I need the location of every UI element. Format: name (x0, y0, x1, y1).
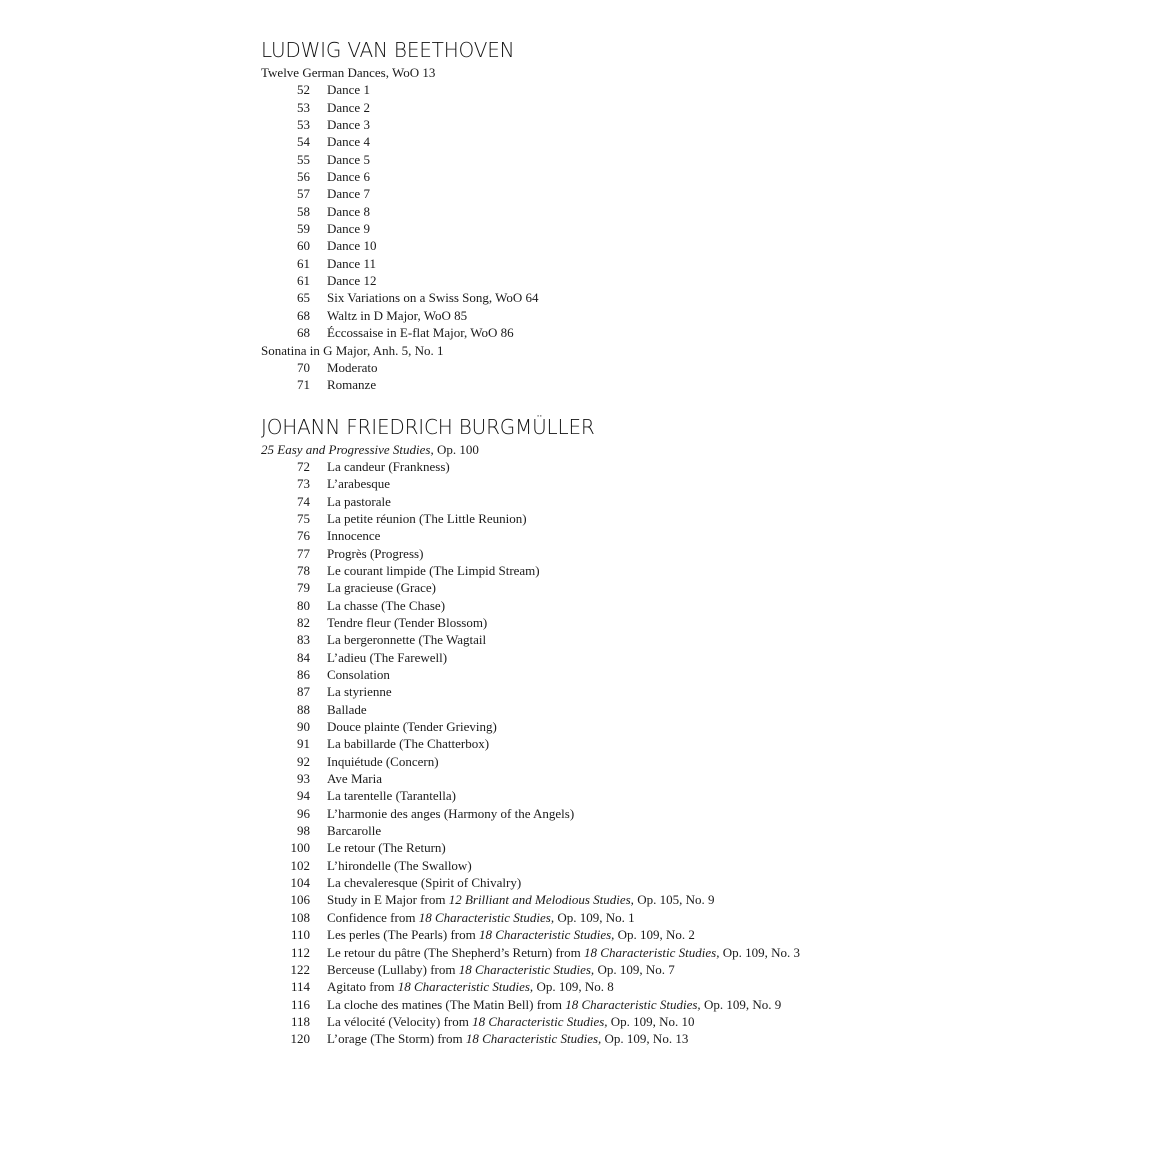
contents-entry (261, 666, 1121, 683)
work-group-title-italic: 25 Easy and Progressive Studies, (261, 441, 434, 457)
page-number: 110 (290, 927, 310, 943)
entry-title-text: Éccossaise in E-flat Major, WoO 86 (327, 325, 514, 341)
work-group-title (261, 64, 1121, 81)
entry-title (327, 562, 540, 579)
entry-title-text: Ave Maria (327, 771, 382, 787)
contents-entry (261, 805, 1121, 822)
entry-title (327, 307, 467, 324)
entry-title (327, 168, 370, 185)
entry-collection-italic: 18 Characteristic Studies, (465, 1031, 602, 1047)
entry-title-text: Barcarolle (327, 823, 382, 839)
entry-title (327, 822, 381, 839)
contents-entry (261, 909, 1121, 926)
page-number: 78 (297, 562, 310, 578)
entry-title (327, 874, 521, 891)
entry-title (327, 458, 450, 475)
page-number: 96 (297, 805, 310, 821)
entry-title-text: Confidence from (327, 909, 419, 925)
entry-title (327, 944, 800, 961)
page-number: 106 (290, 892, 310, 908)
entry-title (327, 116, 370, 133)
entry-title-text: Six Variations on a Swiss Song, WoO 64 (327, 290, 539, 306)
page-number: 108 (290, 909, 310, 925)
page-number: 112 (290, 944, 310, 960)
contents-entry (261, 493, 1121, 510)
entry-title-text: Dance 7 (327, 186, 370, 202)
entry-title (327, 891, 714, 908)
page-number: 73 (297, 476, 310, 492)
contents-entry (261, 527, 1121, 544)
entry-title-text: Moderato (327, 359, 378, 375)
contents-entry (261, 185, 1121, 202)
entry-title (327, 666, 390, 683)
entry-title-text: Le retour du pâtre (The Shepherd’s Return) from (327, 944, 585, 960)
entry-collection-italic: 18 Characteristic Studies, (565, 996, 701, 1012)
contents-entry (261, 683, 1121, 700)
entry-title-text: La vélocité (Velocity) from (327, 1013, 473, 1029)
contents-entry (261, 701, 1121, 718)
composer-heading: LUDWIG VAN BEETHOVEN (261, 38, 515, 62)
page-number: 60 (297, 238, 310, 254)
entry-title-text: Dance 6 (327, 169, 370, 185)
entry-title (327, 133, 370, 150)
entry-title (327, 359, 378, 376)
contents-entry (261, 151, 1121, 168)
page-number: 104 (290, 875, 310, 891)
entry-title (327, 203, 370, 220)
page-number: 68 (297, 307, 310, 323)
page-number: 90 (297, 719, 310, 735)
contents-entry (261, 718, 1121, 735)
entry-title (327, 272, 376, 289)
page-number: 70 (297, 359, 310, 375)
page-number: 118 (290, 1013, 310, 1029)
entry-title (327, 255, 376, 272)
entry-title (327, 237, 376, 254)
entry-title (327, 683, 392, 700)
entry-title (327, 996, 781, 1013)
page-number: 84 (297, 649, 310, 665)
contents-entry (261, 220, 1121, 237)
page-number: 65 (297, 290, 310, 306)
entry-title-text: La babillarde (The Chatterbox) (327, 736, 490, 752)
entry-title-text: Le courant limpide (The Limpid Stream) (327, 562, 540, 578)
work-group-title (261, 342, 1121, 359)
entry-title-text: La cloche des matines (The Matin Bell) from (327, 996, 566, 1012)
entry-title-text: L’orage (The Storm) from (327, 1031, 466, 1047)
entry-title-text: L’adieu (The Farewell) (327, 649, 448, 665)
entry-title (327, 185, 370, 202)
entry-title-text: Berceuse (Lullaby) from (327, 961, 459, 977)
contents-entry (261, 255, 1121, 272)
contents-entry (261, 116, 1121, 133)
page-number: 82 (297, 614, 310, 630)
page-number: 72 (297, 458, 310, 474)
composer-heading: JOHANN FRIEDRICH BURGMÜLLER (261, 414, 595, 439)
entry-collection-italic: 18 Characteristic Studies, (472, 1013, 608, 1029)
entry-collection-italic: 12 Brilliant and Melodious Studies, (448, 892, 634, 908)
entry-title (327, 99, 370, 116)
page-number: 98 (297, 823, 310, 839)
entry-title (327, 527, 380, 544)
contents-entry (261, 579, 1121, 596)
entry-title-text: Le retour (The Return) (327, 840, 446, 856)
contents-entry (261, 874, 1121, 891)
entry-title-text: Dance 2 (327, 99, 370, 115)
page-number: 54 (297, 134, 310, 150)
entry-opus: Op. 109, No. 3 (719, 944, 800, 960)
entry-title (327, 614, 487, 631)
page-number: 120 (290, 1031, 310, 1047)
contents-entry (261, 1013, 1121, 1030)
contents-entry (261, 562, 1121, 579)
entry-title-text: La bergeronnette (The Wagtail (327, 632, 487, 648)
contents-entry (261, 770, 1121, 787)
page-number: 75 (297, 510, 310, 526)
page-number: 57 (297, 186, 310, 202)
entry-opus: Op. 109, No. 8 (533, 979, 614, 995)
page-number: 61 (297, 255, 310, 271)
work-group-title (261, 441, 1121, 458)
entry-collection-italic: 18 Characteristic Studies, (584, 944, 720, 960)
entry-title-text: Progrès (Progress) (327, 545, 424, 561)
contents-entry (261, 822, 1121, 839)
entry-opus: Op. 109, No. 1 (554, 909, 635, 925)
entry-title-text: Dance 3 (327, 117, 370, 133)
entry-title (327, 735, 489, 752)
entry-title (327, 597, 445, 614)
page-number: 100 (290, 840, 310, 856)
contents-entry (261, 307, 1121, 324)
page-number: 55 (297, 151, 310, 167)
entry-title-text: La tarentelle (Tarantella) (327, 788, 457, 804)
page-number: 74 (297, 493, 310, 509)
entry-title-text: Dance 5 (327, 151, 370, 167)
page-number: 53 (297, 117, 310, 133)
contents-entry (261, 289, 1121, 306)
entry-title (327, 475, 390, 492)
entry-collection-italic: 18 Characteristic Studies, (458, 961, 595, 977)
entry-title (327, 1013, 695, 1030)
entry-title (327, 545, 423, 562)
page-number: 93 (297, 771, 310, 787)
contents-entry (261, 458, 1121, 475)
contents-entry (261, 272, 1121, 289)
entry-title (327, 289, 539, 306)
entry-title (327, 510, 527, 527)
entry-title (327, 978, 614, 995)
entry-title-text: Tendre fleur (Tender Blossom) (327, 614, 488, 630)
contents-entry (261, 324, 1121, 341)
page-number: 53 (297, 99, 310, 115)
entry-title-text: Romanze (327, 377, 377, 393)
page-number: 102 (290, 857, 310, 873)
entry-title (327, 839, 446, 856)
entry-collection-italic: 18 Characteristic Studies, (478, 927, 615, 943)
contents-entry (261, 944, 1121, 961)
entry-title (327, 909, 635, 926)
contents-entry (261, 996, 1121, 1013)
entry-title-text: La pastorale (327, 493, 391, 509)
contents-entry (261, 787, 1121, 804)
page-number: 83 (297, 632, 310, 648)
page-number: 80 (297, 597, 310, 613)
entry-title-text: La chevaleresque (Spirit of Chivalry) (327, 875, 522, 891)
entry-title-text: L’arabesque (327, 476, 391, 492)
page-number: 71 (297, 377, 310, 393)
entry-opus: Op. 109, No. 13 (601, 1031, 689, 1047)
entry-title (327, 376, 376, 393)
entry-title-text: Dance 1 (327, 82, 370, 98)
entry-title (327, 81, 370, 98)
entry-title-text: Dance 4 (327, 134, 370, 150)
page-number: 92 (297, 753, 310, 769)
contents-entry (261, 978, 1121, 995)
entry-title-text: Consolation (327, 667, 390, 682)
contents-entry (261, 649, 1121, 666)
contents-entry (261, 168, 1121, 185)
contents-page (261, 36, 1121, 1048)
page-number: 56 (297, 169, 310, 185)
page-number: 68 (297, 325, 310, 341)
contents-entry (261, 133, 1121, 150)
page-number: 122 (290, 961, 310, 977)
contents-entry (261, 597, 1121, 614)
entry-title (327, 649, 447, 666)
entry-title (327, 753, 439, 770)
page-number: 52 (297, 82, 310, 98)
entry-title (327, 1030, 688, 1047)
entry-title (327, 631, 486, 648)
entry-title-text: Study in E Major from (327, 892, 449, 908)
entry-title-text: Inquiétude (Concern) (327, 753, 439, 769)
entry-opus: Op. 109, No. 10 (607, 1013, 695, 1029)
entry-title-text: L’harmonie des anges (Harmony of the Angels) (327, 805, 575, 821)
entry-title-text: Dance 10 (327, 238, 377, 254)
page-number: 91 (297, 736, 310, 752)
contents-entry (261, 631, 1121, 648)
work-group-title-rest: Op. 100 (433, 441, 479, 457)
contents-entry (261, 614, 1121, 631)
page-number: 94 (297, 788, 310, 804)
entry-title-text: La gracieuse (Grace) (327, 580, 436, 596)
contents-entry (261, 475, 1121, 492)
contents-entry (261, 753, 1121, 770)
contents-entry (261, 203, 1121, 220)
entry-title (327, 805, 574, 822)
entry-title-text: Agitato from (327, 979, 398, 995)
page-number: 79 (297, 580, 310, 596)
entry-opus: Op. 105, No. 9 (633, 892, 715, 908)
entry-title (327, 493, 391, 510)
work-group-title-text: Twelve German Dances, WoO 13 (261, 65, 436, 80)
contents-entry (261, 891, 1121, 908)
contents-entry (261, 926, 1121, 943)
entry-title (327, 718, 497, 735)
entry-collection-italic: 18 Characteristic Studies, (397, 979, 534, 995)
entry-title-text: Dance 12 (327, 273, 377, 289)
entry-title (327, 151, 370, 168)
entry-title-text: Les perles (The Pearls) from (327, 927, 479, 943)
entry-title-text: L’hirondelle (The Swallow) (327, 857, 472, 873)
page-number: 87 (297, 684, 310, 700)
contents-entry (261, 81, 1121, 98)
entry-title-text: Douce plainte (Tender Grieving) (327, 719, 497, 735)
contents-entry (261, 237, 1121, 254)
entry-opus: Op. 109, No. 9 (700, 996, 782, 1012)
entry-title-text: Dance 8 (327, 203, 370, 219)
entry-opus: Op. 109, No. 7 (594, 961, 675, 977)
page-number: 59 (297, 221, 310, 237)
entry-title-text: La candeur (Frankness) (327, 458, 450, 474)
contents-entry (261, 359, 1121, 376)
entry-title-text: La chasse (The Chase) (327, 597, 446, 613)
entry-title (327, 579, 436, 596)
page-number: 116 (290, 996, 310, 1012)
contents-entry (261, 1030, 1121, 1047)
entry-title (327, 926, 695, 943)
contents-entry (261, 735, 1121, 752)
entry-opus: Op. 109, No. 2 (614, 927, 695, 943)
page-number: 88 (297, 701, 310, 717)
entry-title-text: Ballade (327, 701, 367, 717)
page-number: 76 (297, 528, 310, 544)
work-group-title-text: Sonatina in G Major, Anh. 5, No. 1 (261, 342, 444, 358)
entry-title (327, 787, 456, 804)
entry-title-text: Waltz in D Major, WoO 85 (327, 307, 468, 323)
entry-title (327, 324, 514, 341)
entry-title (327, 857, 472, 874)
entry-title-text: Dance 9 (327, 221, 370, 237)
contents-entry (261, 376, 1121, 393)
page-number: 77 (297, 545, 310, 561)
contents-entry (261, 839, 1121, 856)
page-number: 114 (290, 979, 310, 995)
entry-collection-italic: 18 Characteristic Studies, (418, 909, 555, 925)
entry-title (327, 770, 382, 787)
contents-entry (261, 510, 1121, 527)
entry-title (327, 701, 367, 718)
entry-title-text: La styrienne (327, 684, 392, 700)
page-number: 58 (297, 203, 310, 219)
contents-entry (261, 961, 1121, 978)
entry-title (327, 220, 370, 237)
contents-entry (261, 545, 1121, 562)
entry-title-text: Innocence (327, 528, 381, 544)
entry-title-text: La petite réunion (The Little Reunion) (327, 510, 527, 526)
contents-entry (261, 99, 1121, 116)
entry-title-text: Dance 11 (327, 255, 376, 271)
page-number: 61 (297, 273, 310, 289)
entry-title (327, 961, 675, 978)
page-number: 86 (297, 667, 310, 682)
contents-entry (261, 857, 1121, 874)
